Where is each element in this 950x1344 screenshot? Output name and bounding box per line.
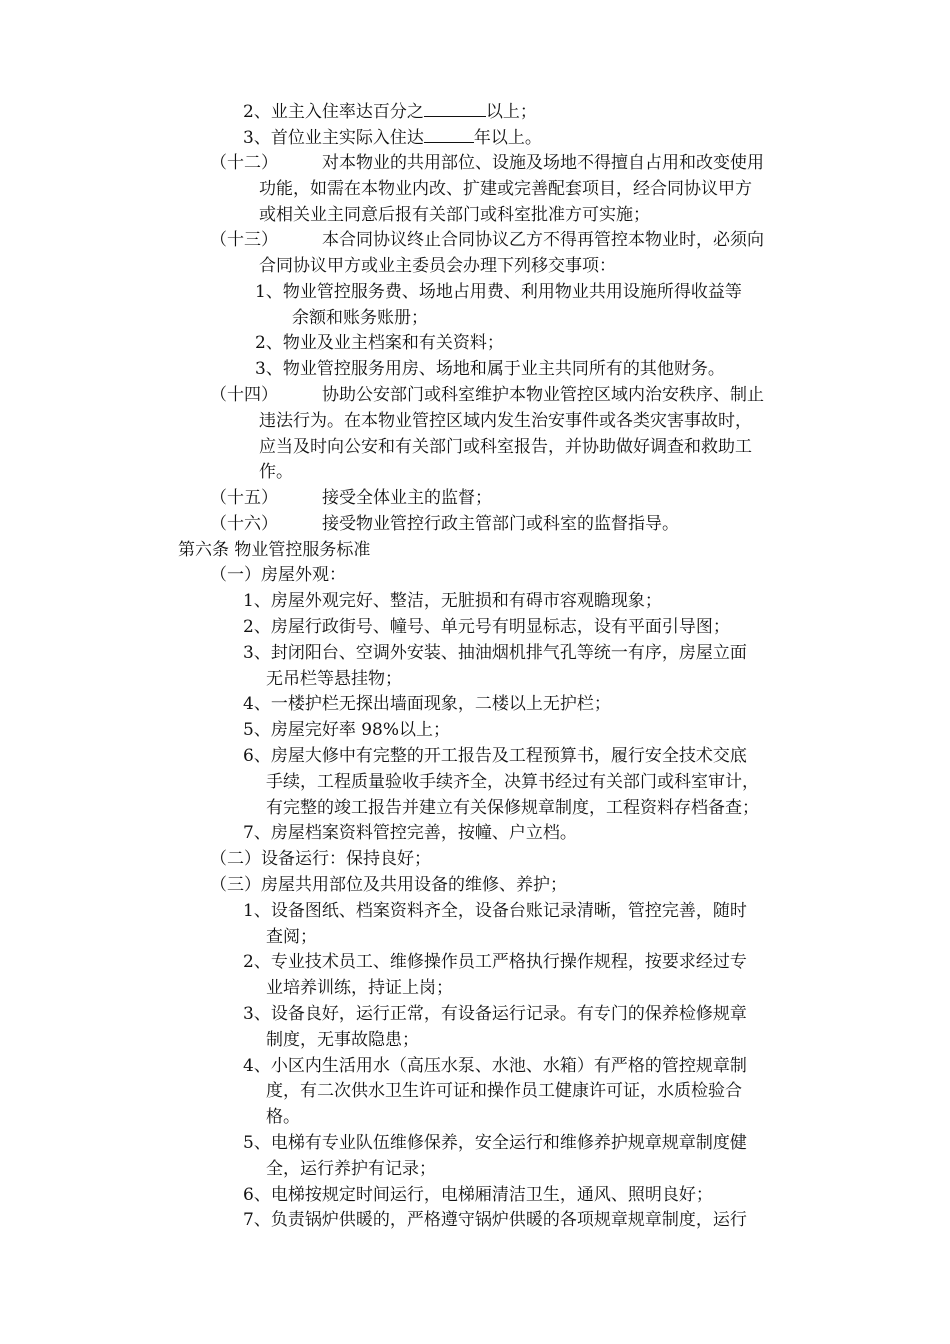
list-item: 3、封闭阳台、空调外安装、抽油烟机排气孔等统一有序，房屋立面 <box>243 643 747 663</box>
list-item: 3、物业管控服务用房、场地和属于业主共同所有的其他财务。 <box>255 359 725 379</box>
list-item: 度，有二次供水卫生许可证和操作员工健康许可证，水质检验合 <box>266 1081 742 1101</box>
article-heading: 第六条 物业管控服务标准 <box>178 540 371 560</box>
text-span: 3、首位业主实际入住达 <box>243 128 424 148</box>
list-item: 1、物业管控服务费、场地占用费、利用物业共用设施所得收益等 <box>255 282 742 302</box>
clause-line: 合同协议甲方或业主委员会办理下列移交事项： <box>259 256 616 276</box>
list-item: 6、电梯按规定时间运行，电梯厢清洁卫生，通风、照明良好； <box>243 1185 713 1205</box>
text-span: 年以上。 <box>473 128 542 148</box>
list-item: 2、房屋行政街号、幢号、单元号有明显标志，设有平面引导图； <box>243 617 730 637</box>
section-number: （十五） <box>210 488 278 508</box>
subsection-heading: （二）设备运行：保持良好； <box>210 849 431 869</box>
list-item: 3、设备良好，运行正常，有设备运行记录。有专门的保养检修规章 <box>243 1004 747 1024</box>
subsection-heading: （三）房屋共用部位及共用设备的维修、养护； <box>210 875 567 895</box>
list-item: 业培养训练，持证上岗； <box>266 978 453 998</box>
list-item: 1、设备图纸、档案资料齐全，设备台账记录清晰，管控完善，随时 <box>243 901 747 921</box>
text-span: 对本物业的共用部位、设施及场地不得擅自占用和改变使用 <box>322 153 764 173</box>
section-number: （十三） <box>210 230 278 250</box>
list-item <box>243 126 542 149</box>
list-item: 5、电梯有专业队伍维修保养，安全运行和维修养护规章规章制度健 <box>243 1133 747 1153</box>
list-item: 7、房屋档案资料管控完善，按幢、户立档。 <box>243 823 577 843</box>
clause-line: 作。 <box>259 462 293 482</box>
text-span: 接受全体业主的监督； <box>322 488 492 508</box>
text-span: 协助公安部门或科室维护本物业管控区域内治安秩序、制止 <box>322 385 764 405</box>
list-item: 5、房屋完好率 98%以上； <box>243 720 451 740</box>
clause-line <box>210 487 492 509</box>
list-item: 4、一楼护栏无探出墙面现象，二楼以上无护栏； <box>243 694 611 714</box>
clause-line <box>210 152 764 174</box>
list-item: 余额和账务账册； <box>292 308 428 328</box>
text-span: 以上； <box>485 102 537 122</box>
text-span: 接受物业管控行政主管部门或科室的监督指导。 <box>322 514 679 534</box>
subsection-heading: （一）房屋外观： <box>210 565 346 585</box>
list-item: 7、负责锅炉供暖的，严格遵守锅炉供暖的各项规章规章制度，运行 <box>243 1210 747 1230</box>
list-item: 格。 <box>266 1107 300 1127</box>
list-item: 4、小区内生活用水（高压水泵、水池、水箱）有严格的管控规章制 <box>243 1056 747 1076</box>
list-item: 查阅； <box>266 927 317 947</box>
list-item: 2、专业技术员工、维修操作员工严格执行操作规程，按要求经过专 <box>243 952 747 972</box>
clause-line <box>210 229 764 251</box>
clause-line: 功能，如需在本物业内改、扩建或完善配套项目，经合同协议甲方 <box>259 179 752 199</box>
clause-line: 违法行为。在本物业管控区域内发生治安事件或各类灾害事故时， <box>259 411 752 431</box>
section-number: （十二） <box>210 153 278 173</box>
list-item: 2、物业及业主档案和有关资料； <box>255 333 504 353</box>
clause-line: 或相关业主同意后报有关部门或科室批准方可实施； <box>259 205 650 225</box>
clause-line <box>210 513 679 535</box>
text-span: 2、业主入住率达百分之 <box>243 102 424 122</box>
section-number: （十四） <box>210 385 278 405</box>
list-item: 手续，工程质量验收手续齐全，决算书经过有关部门或科室审计， <box>266 772 759 792</box>
list-item: 6、房屋大修中有完整的开工报告及工程预算书，履行安全技术交底 <box>243 746 747 766</box>
fill-in-blank <box>424 126 474 143</box>
list-item: 无吊栏等悬挂物； <box>266 669 402 689</box>
list-item: 有完整的竣工报告并建立有关保修规章制度，工程资料存档备查； <box>266 798 759 818</box>
list-item: 制度，无事故隐患； <box>266 1030 419 1050</box>
text-span: 本合同协议终止合同协议乙方不得再管控本物业时，必须向 <box>322 230 764 250</box>
clause-line: 应当及时向公安和有关部门或科室报告，并协助做好调查和救助工 <box>259 437 752 457</box>
fill-in-blank <box>424 100 486 117</box>
section-number: （十六） <box>210 514 278 534</box>
list-item <box>243 100 537 123</box>
clause-line <box>210 384 764 406</box>
list-item: 全，运行养护有记录； <box>266 1159 436 1179</box>
list-item: 1、房屋外观完好、整洁，无脏损和有碍市容观瞻现象； <box>243 591 662 611</box>
